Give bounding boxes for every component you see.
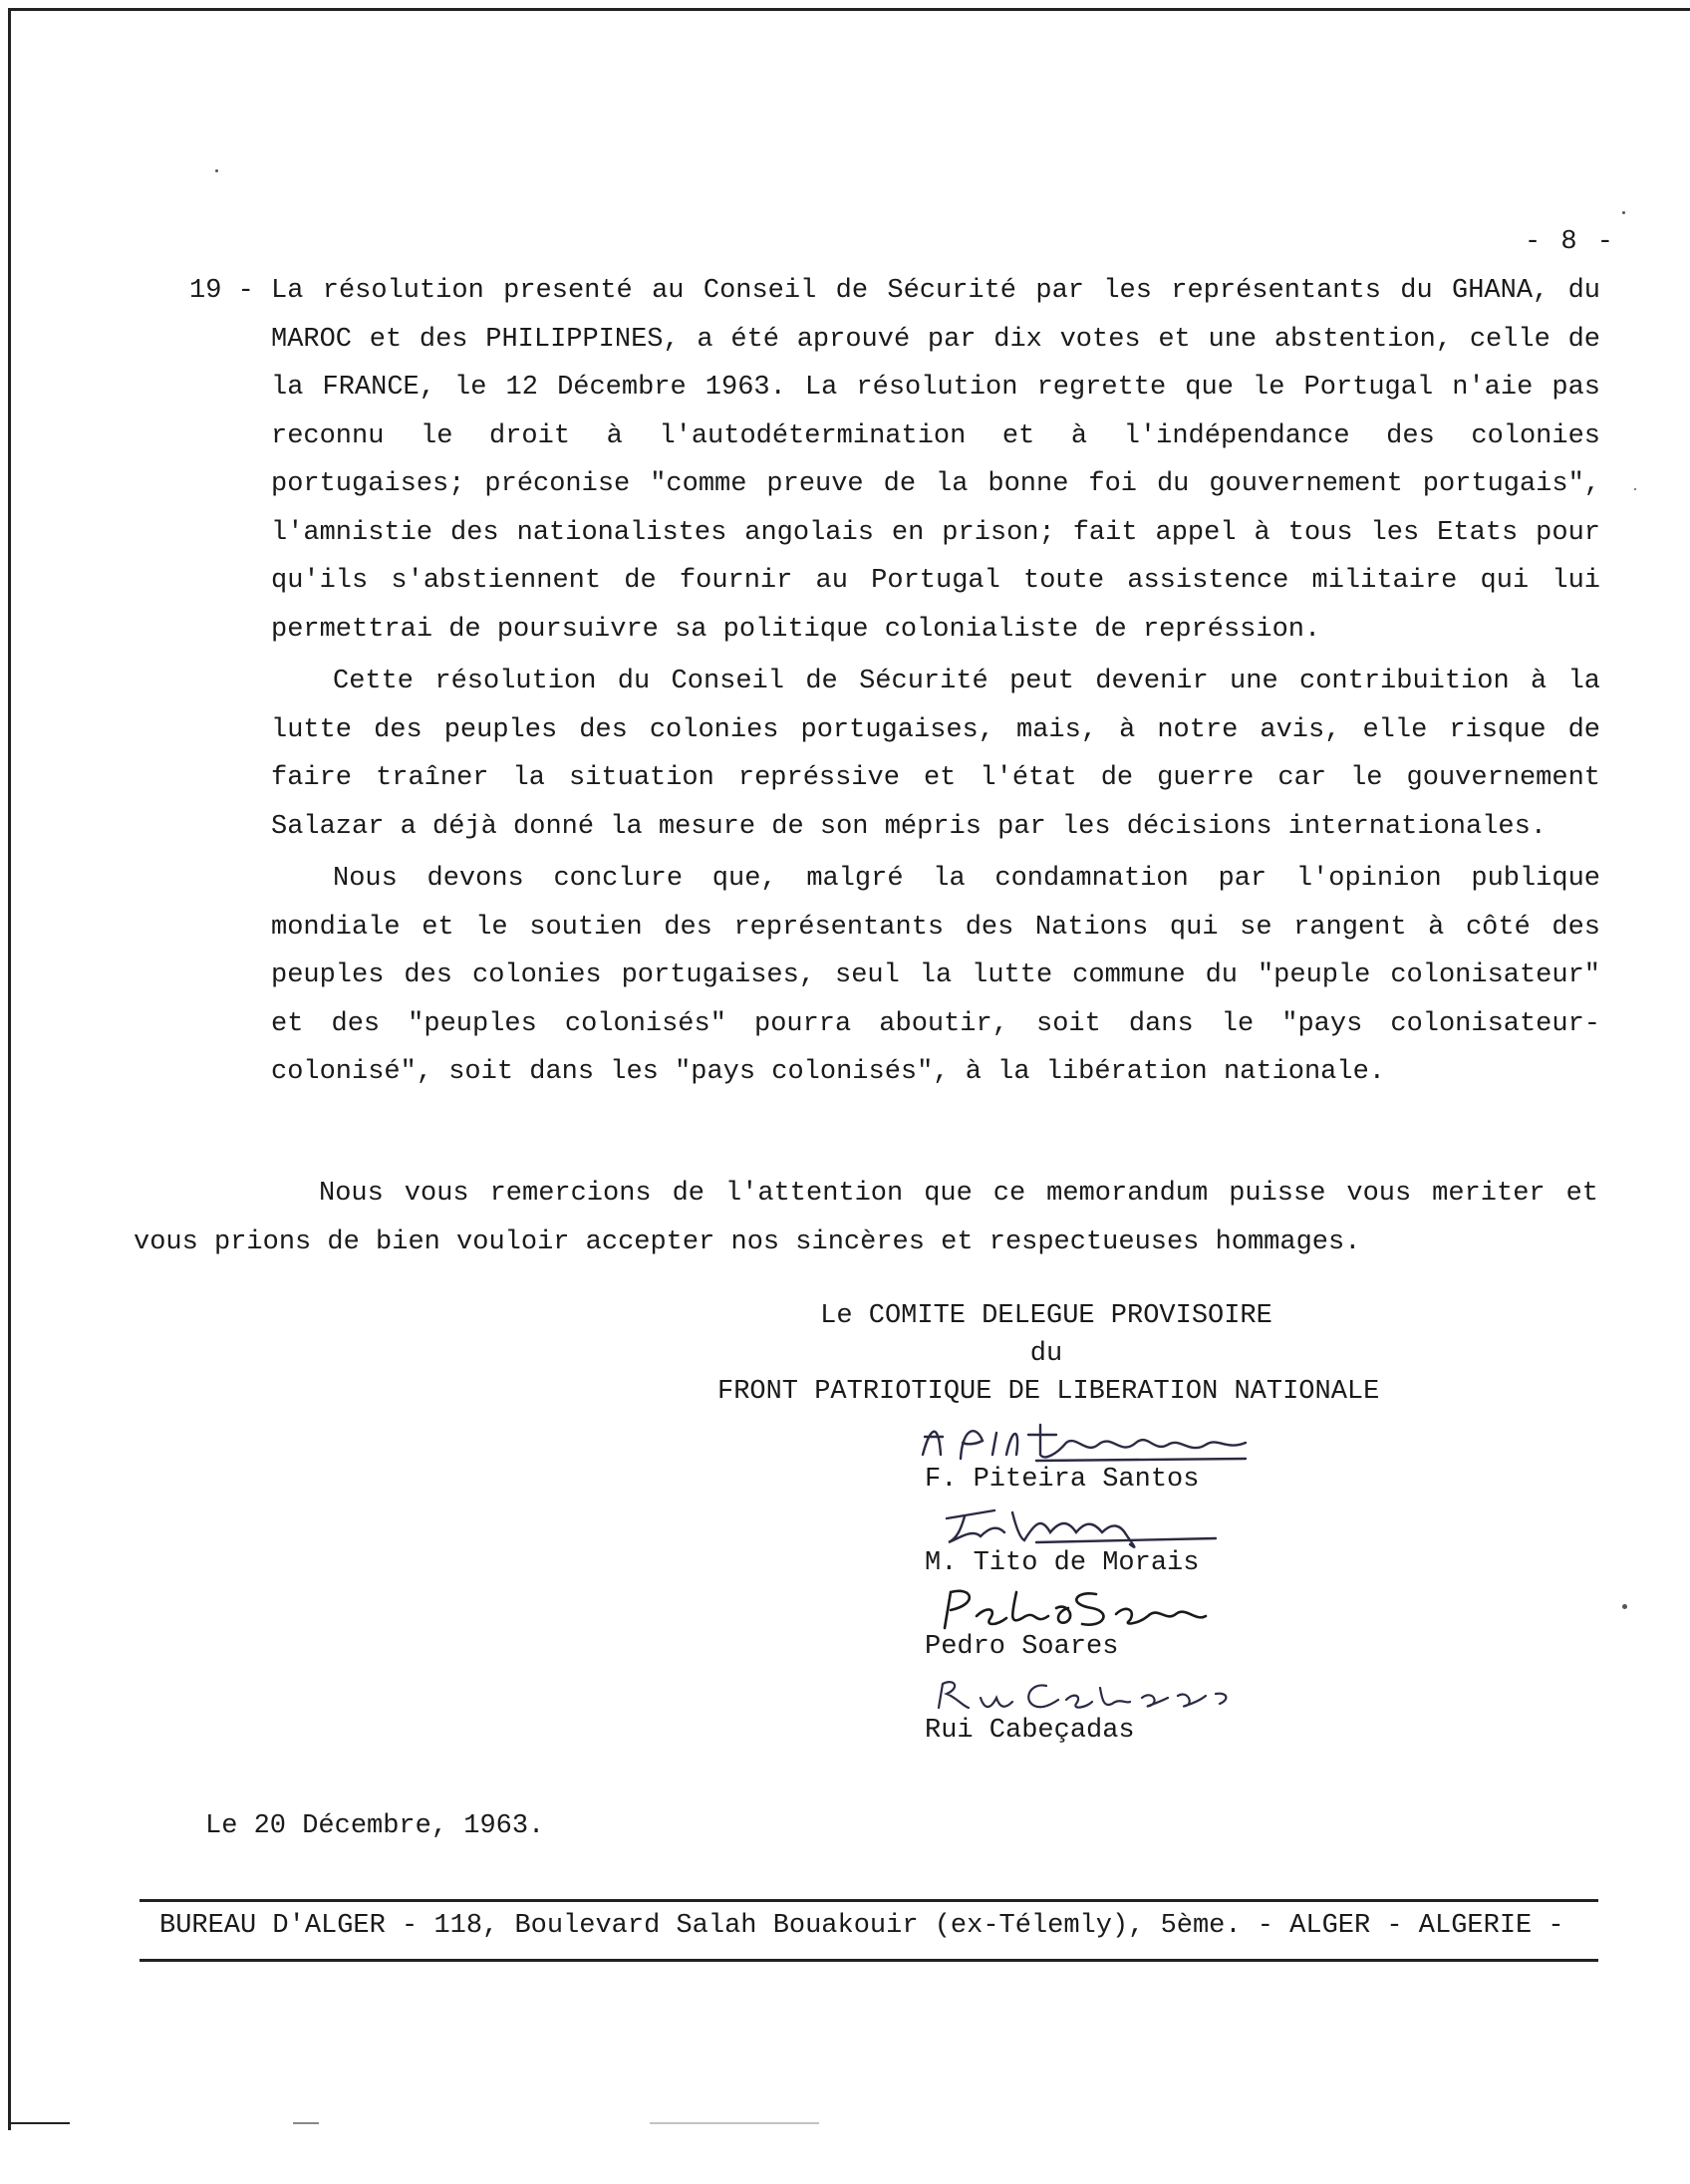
committee-line-1: Le COMITE DELEGUE PROVISOIRE — [820, 1301, 1272, 1331]
paragraph-conclusion: Nous devons conclure que, malgré la condamnation par l'opinion publique mondiale et le soutien des représentants des Nations qui se rangent à côté des peuples des colonies portugaises, seul la lutte commune du "peuple colonisateur" et des "peuples colonisés" pourra aboutir, soit dans le "pays colonisateur-colonisé", soit dans les "pays colonisés", à la libération nationale. — [271, 864, 1600, 1087]
scan-speck — [1622, 1604, 1627, 1609]
scan-mark — [650, 2122, 819, 2124]
signatory — [917, 1499, 1375, 1582]
item-body — [271, 267, 1600, 1097]
signatory-name: Rui Cabeçadas — [925, 1716, 1135, 1746]
committee-heading — [717, 1297, 1380, 1411]
signatory — [917, 1582, 1375, 1666]
scan-edge-top — [10, 8, 1690, 11]
signatory-name: Pedro Soares — [925, 1632, 1119, 1662]
footer-rule-top — [140, 1899, 1598, 1902]
signature-list — [917, 1415, 1375, 1750]
scan-speck — [1634, 488, 1636, 490]
scan-speck — [215, 169, 218, 172]
document-date: Le 20 Décembre, 1963. — [205, 1811, 545, 1841]
handwritten-signature — [917, 1499, 1275, 1550]
handwritten-signature — [917, 1582, 1275, 1634]
committee-line-3: FRONT PATRIOTIQUE DE LIBERATION NATIONALE — [717, 1377, 1380, 1407]
scan-edge-bottom-tick — [10, 2122, 70, 2124]
paragraph-contribution: Cette résolution du Conseil de Sécurité peut devenir une contribuition à la lutte des peuples des colonies portugaises, mais, à notre avis, elle risque de faire traîner la situation représsive et l'état de guerre car le gouvernement Salazar a déjà donné la mesure de son mépris par les décisions internationales. — [271, 667, 1600, 842]
scan-speck — [1622, 211, 1625, 214]
signatory — [917, 1666, 1375, 1750]
item-number: 19 - — [189, 276, 254, 306]
signatory-name: M. Tito de Morais — [925, 1548, 1200, 1578]
signatory-name: F. Piteira Santos — [925, 1465, 1200, 1495]
page-number: - 8 - — [1525, 227, 1616, 257]
closing-paragraph: Nous vous remercions de l'attention que ce memorandum puisse vous meriter et vous prions de bien vouloir accepter nos sincères et respectueuses hommages. — [134, 1179, 1598, 1257]
scan-mark — [293, 2122, 319, 2124]
footer-rule-bottom — [140, 1959, 1598, 1962]
handwritten-signature — [917, 1415, 1275, 1467]
signatory — [917, 1415, 1375, 1499]
office-address: BUREAU D'ALGER - 118, Boulevard Salah Bouakouir (ex-Télemly), 5ème. - ALGER - ALGERIE - — [159, 1911, 1564, 1941]
committee-line-2: du — [1029, 1339, 1063, 1369]
handwritten-signature — [917, 1666, 1275, 1718]
scan-edge-left — [8, 8, 11, 2130]
paragraph-resolution: La résolution presenté au Conseil de Sécurité par les représentants du GHANA, du MAROC et des PHILIPPINES, a été aprouvé par dix votes et une abstention, celle de la FRANCE, le 12 Décembre 1963. La résolution regrette que le Portugal n'aie pas reconnu le droit à l'autodétermination et à l'indépendance des colonies portugaises; préconise "comme preuve de la bonne foi du gouvernement portugais", l'amnistie des nationalistes angolais en prison; fait appel à tous les Etats pour qu'ils s'abstiennent de fournir au Portugal toute assistence militaire qui lui permettrai de poursuivre sa politique colonialiste de représsion. — [271, 276, 1600, 645]
